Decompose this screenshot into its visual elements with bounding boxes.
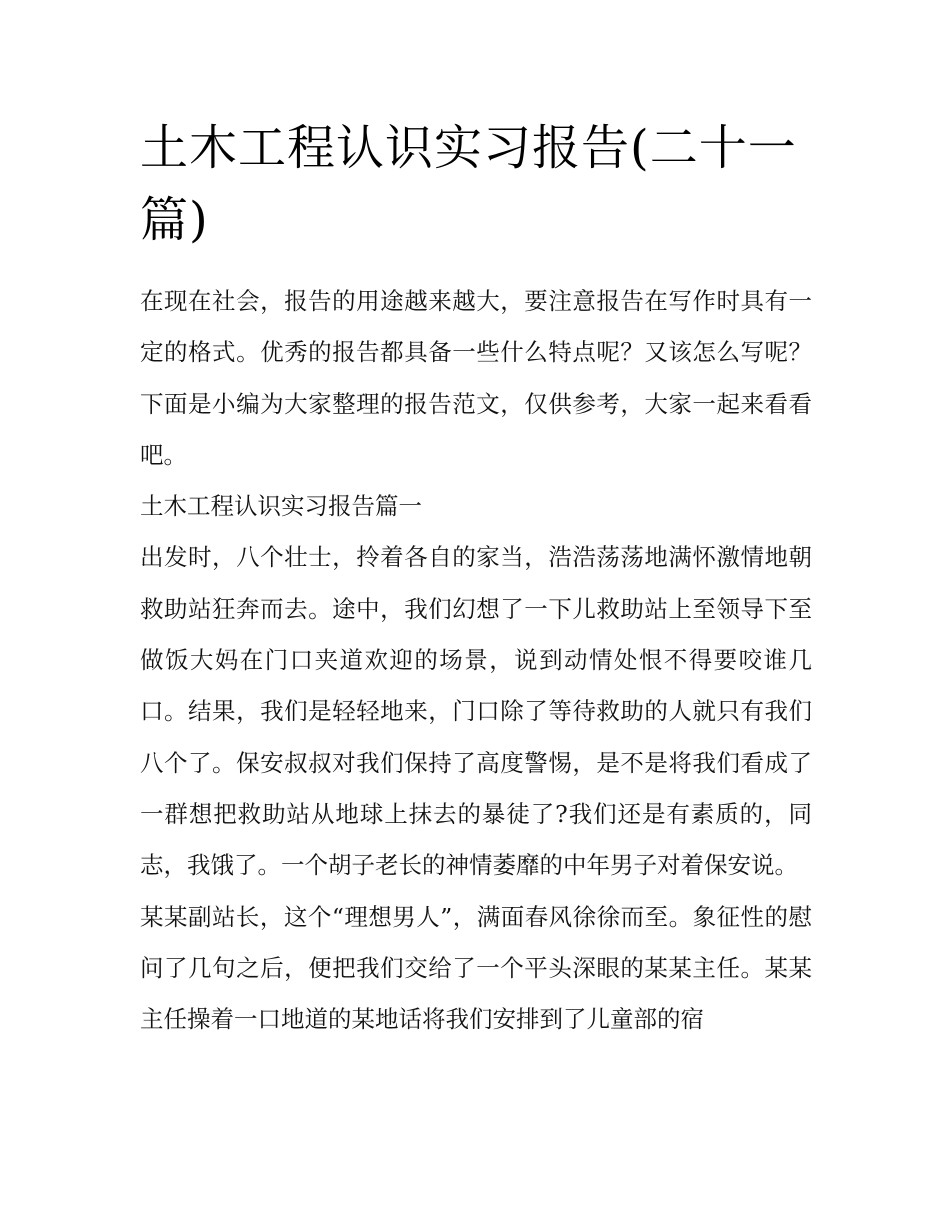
- body-paragraph: 某某副站长，这个“理想男人”，满面春风徐徐而至。象征性的慰问了几句之后，便把我们交给了一个平头深眼的某某主任。某某主任操着一口地道的某地话将我们安排到了儿童部的宿: [140, 902, 812, 1034]
- document-body: [140, 276, 812, 1045]
- document-title: 土木工程认识实习报告(二十一篇): [140, 120, 797, 248]
- intro-paragraph: 在现在社会，报告的用途越来越大，要注意报告在写作时具有一定的格式。优秀的报告都具备一些什么特点呢？又该怎么写呢？下面是小编为大家整理的报告范文，仅供参考，大家一起来看看吧。: [140, 287, 812, 469]
- section-heading: 土木工程认识实习报告篇一: [140, 492, 422, 521]
- body-paragraph: 出发时，八个壮士，拎着各自的家当，浩浩荡荡地满怀激情地朝救助站狂奔而去。途中，我们幻想了一下儿救助站上至领导下至做饭大妈在门口夹道欢迎的场景，说到动情处恨不得要咬谁几口。结果，我们是轻轻地来，门口除了等待救助的人就只有我们八个了。保安叔叔对我们保持了高度警惕，是不是将我们看成了一群想把救助站从地球上抹去的暴徒了?我们还是有素质的，同志，我饿了。一个胡子老长的神情萎靡的中年男子对着保安说。: [140, 543, 812, 880]
